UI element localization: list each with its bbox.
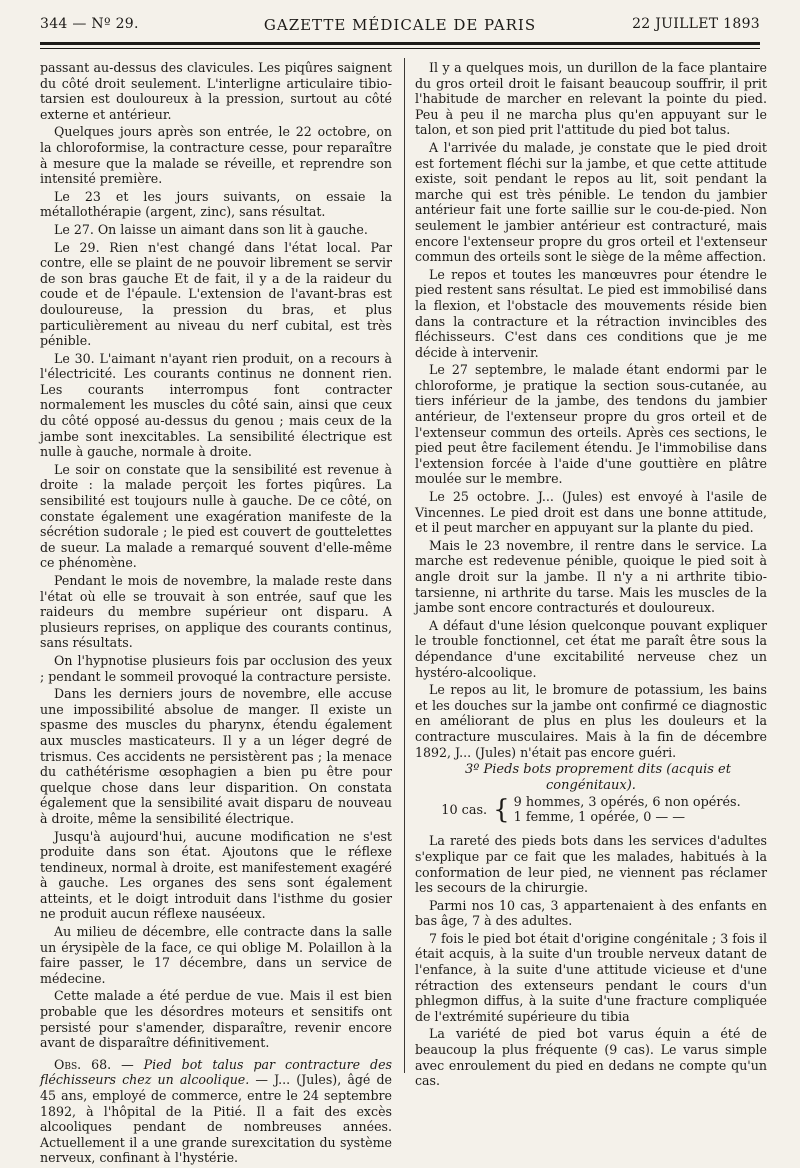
left-column xyxy=(40,60,392,1168)
page-number: 344 — Nº 29. xyxy=(40,16,139,32)
paragraph: Mais le 23 novembre, il rentre dans le service. La marche est redevenue pénible, quoique le pied soit à angle droit sur la jambe. Il n'y a ni arthrite tibio-tarsienne, ni arthrite du tarse. Mais les muscles de la jambe sont encore contracturés et douloureux. xyxy=(415,537,767,616)
paragraph: Parmi nos 10 cas, 3 appartenaient à des enfants en bas âge, 7 à des adultes. xyxy=(415,897,767,929)
paragraph: Le 27 septembre, le malade étant endormi par le chloroforme, je pratique la section sous-cutanée, au tiers inférieur de la jambe, des tendons du jambier antérieur, de l'extenseur propre du gros orteil et de l'extenseur commun des orteils. Après ces sections, le pied peut être facilement étendu. Je l'immobilise dans l'extension forcée à l'aide d'une gouttière en plâtre moulée sur le membre. xyxy=(415,362,767,487)
case-rows xyxy=(514,795,741,825)
observation-label: Obs. 68. xyxy=(54,1056,112,1072)
paragraph: Dans les derniers jours de novembre, elle accuse une impossibilité absolue de manger. Il existe un spasme des muscles du pharynx, étendu également aux muscles masticateurs. Il y a un léger degré de trismus. Ces accidents ne persistèrent pas ; la menace du cathétérisme œsophagien a bien pu être pour quelque chose dans leur disparition. On constata également que la sensibilité avait disparu de nouveau à droite, même la sensibilité électrique. xyxy=(40,686,392,826)
case-row-women: 1 femme, 1 opérée, 0 — — xyxy=(513,810,686,826)
paragraph: Le 23 et les jours suivants, on essaie la métallothérapie (argent, zinc), sans résultat. xyxy=(40,188,392,220)
observation-text: — J... (Jules), âgé de 45 ans, employé de commerce, entre le 24 septembre 1892, à l'hôpital de la Pitié. Il a fait des excès alcooliques pendant de nombreuses années. Actuellement il a une grande surexcitation du système nerveux, confinant à l'hystérie. xyxy=(40,1072,392,1166)
page-header xyxy=(40,16,760,38)
case-row-men: 9 hommes, 3 opérés, 6 non opérés. xyxy=(513,795,741,811)
issue-date: 22 JUILLET 1893 xyxy=(632,16,760,32)
brace-glyph: { xyxy=(493,795,510,826)
column-divider xyxy=(404,58,405,1073)
paragraph: On l'hypnotise plusieurs fois par occlusion des yeux ; pendant le sommeil provoqué la contracture persiste. xyxy=(40,652,392,684)
paragraph: Quelques jours après son entrée, le 22 octobre, on la chloroformise, la contracture cesse, pour reparaître à mesure que la malade se réveille, et reprendre son intensité première. xyxy=(40,124,392,187)
header-rule-thick xyxy=(40,42,760,45)
paragraph: La rareté des pieds bots dans les services d'adultes s'explique par ce fait que les malades, habitués à la conformation de leur pied, ne viennent pas réclamer les secours de la chirurgie. xyxy=(415,833,767,896)
paragraph: Jusqu'à aujourd'hui, aucune modification ne s'est produite dans son état. Ajoutons que le réflexe tendineux, normal à droite, est manifestement exagéré à gauche. Les organes des sens sont également atteints, et le doigt introduit dans l'isthme du gosier ne produit aucun réflexe nauséeux. xyxy=(40,828,392,922)
section-subheading: 3º Pieds bots proprement dits (acquis et congénitaux). xyxy=(465,762,731,793)
paragraph: Il y a quelques mois, un durillon de la face plantaire du gros orteil droit le faisant beaucoup souffrir, il prit l'habitude de marcher en relevant la pointe du pied. Peu à peu il ne marcha plus qu'en appuyant sur le talon, et son pied prit l'attitude du pied bot talus. xyxy=(415,60,767,138)
paragraph: Le 29. Rien n'est changé dans l'état local. Par contre, elle se plaint de ne pouvoir librement se servir de son bras gauche Et de fait, il y a de la raideur du coude et de l'épaule. L'extension de l'avant-bras est douloureuse, la pression du bras, et plus particulièrement au niveau du nerf cubital, est très pénible. xyxy=(40,239,392,349)
paragraph: 7 fois le pied bot était d'origine congénitale ; 3 fois il était acquis, à la suite d'un trouble nerveux datant de l'enfance, à la suite d'une attitude vicieuse et d'une rétraction des extenseurs pendant le cours d'un phlegmon diffus, à la suite d'une fracture compliquée de l'extrémité supérieure du tibia xyxy=(415,930,767,1024)
paragraph: Pendant le mois de novembre, la malade reste dans l'état où elle se trouvait à son entrée, sauf que les raideurs du membre supérieur ont disparu. A plusieurs reprises, on applique des courants continus, sans résultats. xyxy=(40,573,392,651)
paragraph: Le 25 octobre. J... (Jules) est envoyé à l'asile de Vincennes. Le pied droit est dans une bonne attitude, et il peut marcher en appuyant sur la plante du pied. xyxy=(415,489,767,536)
observation-title: — Pied bot talus par contracture des fléchisseurs chez un alcoolique. xyxy=(40,1056,393,1088)
header-rule-thin xyxy=(40,48,760,49)
case-summary xyxy=(415,795,767,825)
paragraph: A l'arrivée du malade, je constate que le pied droit est fortement fléchi sur la jambe, et que cette attitude existe, soit pendant le repos au lit, soit pendant la marche qui est très pénible. Le tendon du jambier antérieur fait une forte saillie sur le cou-de-pied. Non seulement le jambier antérieur est contracturé, mais encore l'extenseur propre du gros orteil et l'extenseur commun des orteils sont le siège de la même affection. xyxy=(415,139,767,265)
paragraph: Le soir on constate que la sensibilité est revenue à droite : la malade perçoit les fortes piqûres. La sensibilité est toujours nulle à gauche. De ce côté, on constate également une exagération manifeste de la sécrétion sudorale ; le pied est couvert de gouttelettes de sueur. La malade a remarqué souvent d'elle-même ce phénomène. xyxy=(40,461,392,571)
paragraph: Le 30. L'aimant n'ayant rien produit, on a recours à l'électricité. Les courants continus ne donnent rien. Les courants interrompus font contracter normalement les muscles du côté sain, ainsi que ceux du côté opposé au-dessus du genou ; mais ceux de la jambe sont inexcitables. La sensibilité électrique est nulle à gauche, normale à droite. xyxy=(40,350,392,460)
paragraph: La variété de pied bot varus équin a été de beaucoup la plus fréquente (9 cas). Le varus simple avec enroulement du pied en dedans ne compte qu'un cas. xyxy=(415,1026,767,1089)
paragraph: A défaut d'une lésion quelconque pouvant expliquer le trouble fonctionnel, cet état me paraît être sous la dépendance d'une excitabilité nerveuse chez un hystéro-alcoolique. xyxy=(415,617,767,680)
case-count: 10 cas. xyxy=(441,802,488,818)
right-column xyxy=(415,60,767,1091)
journal-title: GAZETTE MÉDICALE DE PARIS xyxy=(263,16,537,34)
paragraph: Le repos au lit, le bromure de potassium, les bains et les douches sur la jambe ont confirmé ce diagnostic en améliorant de plus en plus les douleurs et la contracture musculaires. Mais à la fin de décembre 1892, J... (Jules) n'était pas encore guéri. xyxy=(415,682,767,760)
paragraph: Le repos et toutes les manœuvres pour étendre le pied restent sans résultat. Le pied est immobilisé dans la flexion, et l'obstacle des mouvements réside bien dans la contracture et la rétraction invincibles des fléchisseurs. C'est dans ces conditions que je me décide à intervenir. xyxy=(415,266,767,360)
paragraph: passant au-dessus des clavicules. Les piqûres saignent du côté droit seulement. L'interligne articulaire tibio-tarsien est douloureux à la pression, surtout au côté externe et antérieur. xyxy=(40,60,392,122)
paragraph: Le 27. On laisse un aimant dans son lit à gauche. xyxy=(54,221,368,237)
paragraph: Cette malade a été perdue de vue. Mais il est bien probable que les désordres moteurs et sensitifs ont persisté pour s'amender, disparaître, revenir encore avant de disparaître définitivement. xyxy=(40,988,392,1051)
observation-paragraph xyxy=(40,1057,392,1166)
paragraph: Au milieu de décembre, elle contracte dans la salle un érysipèle de la face, ce qui oblige M. Polaillon à la faire passer, le 17 décembre, dans un service de médecine. xyxy=(40,924,392,986)
